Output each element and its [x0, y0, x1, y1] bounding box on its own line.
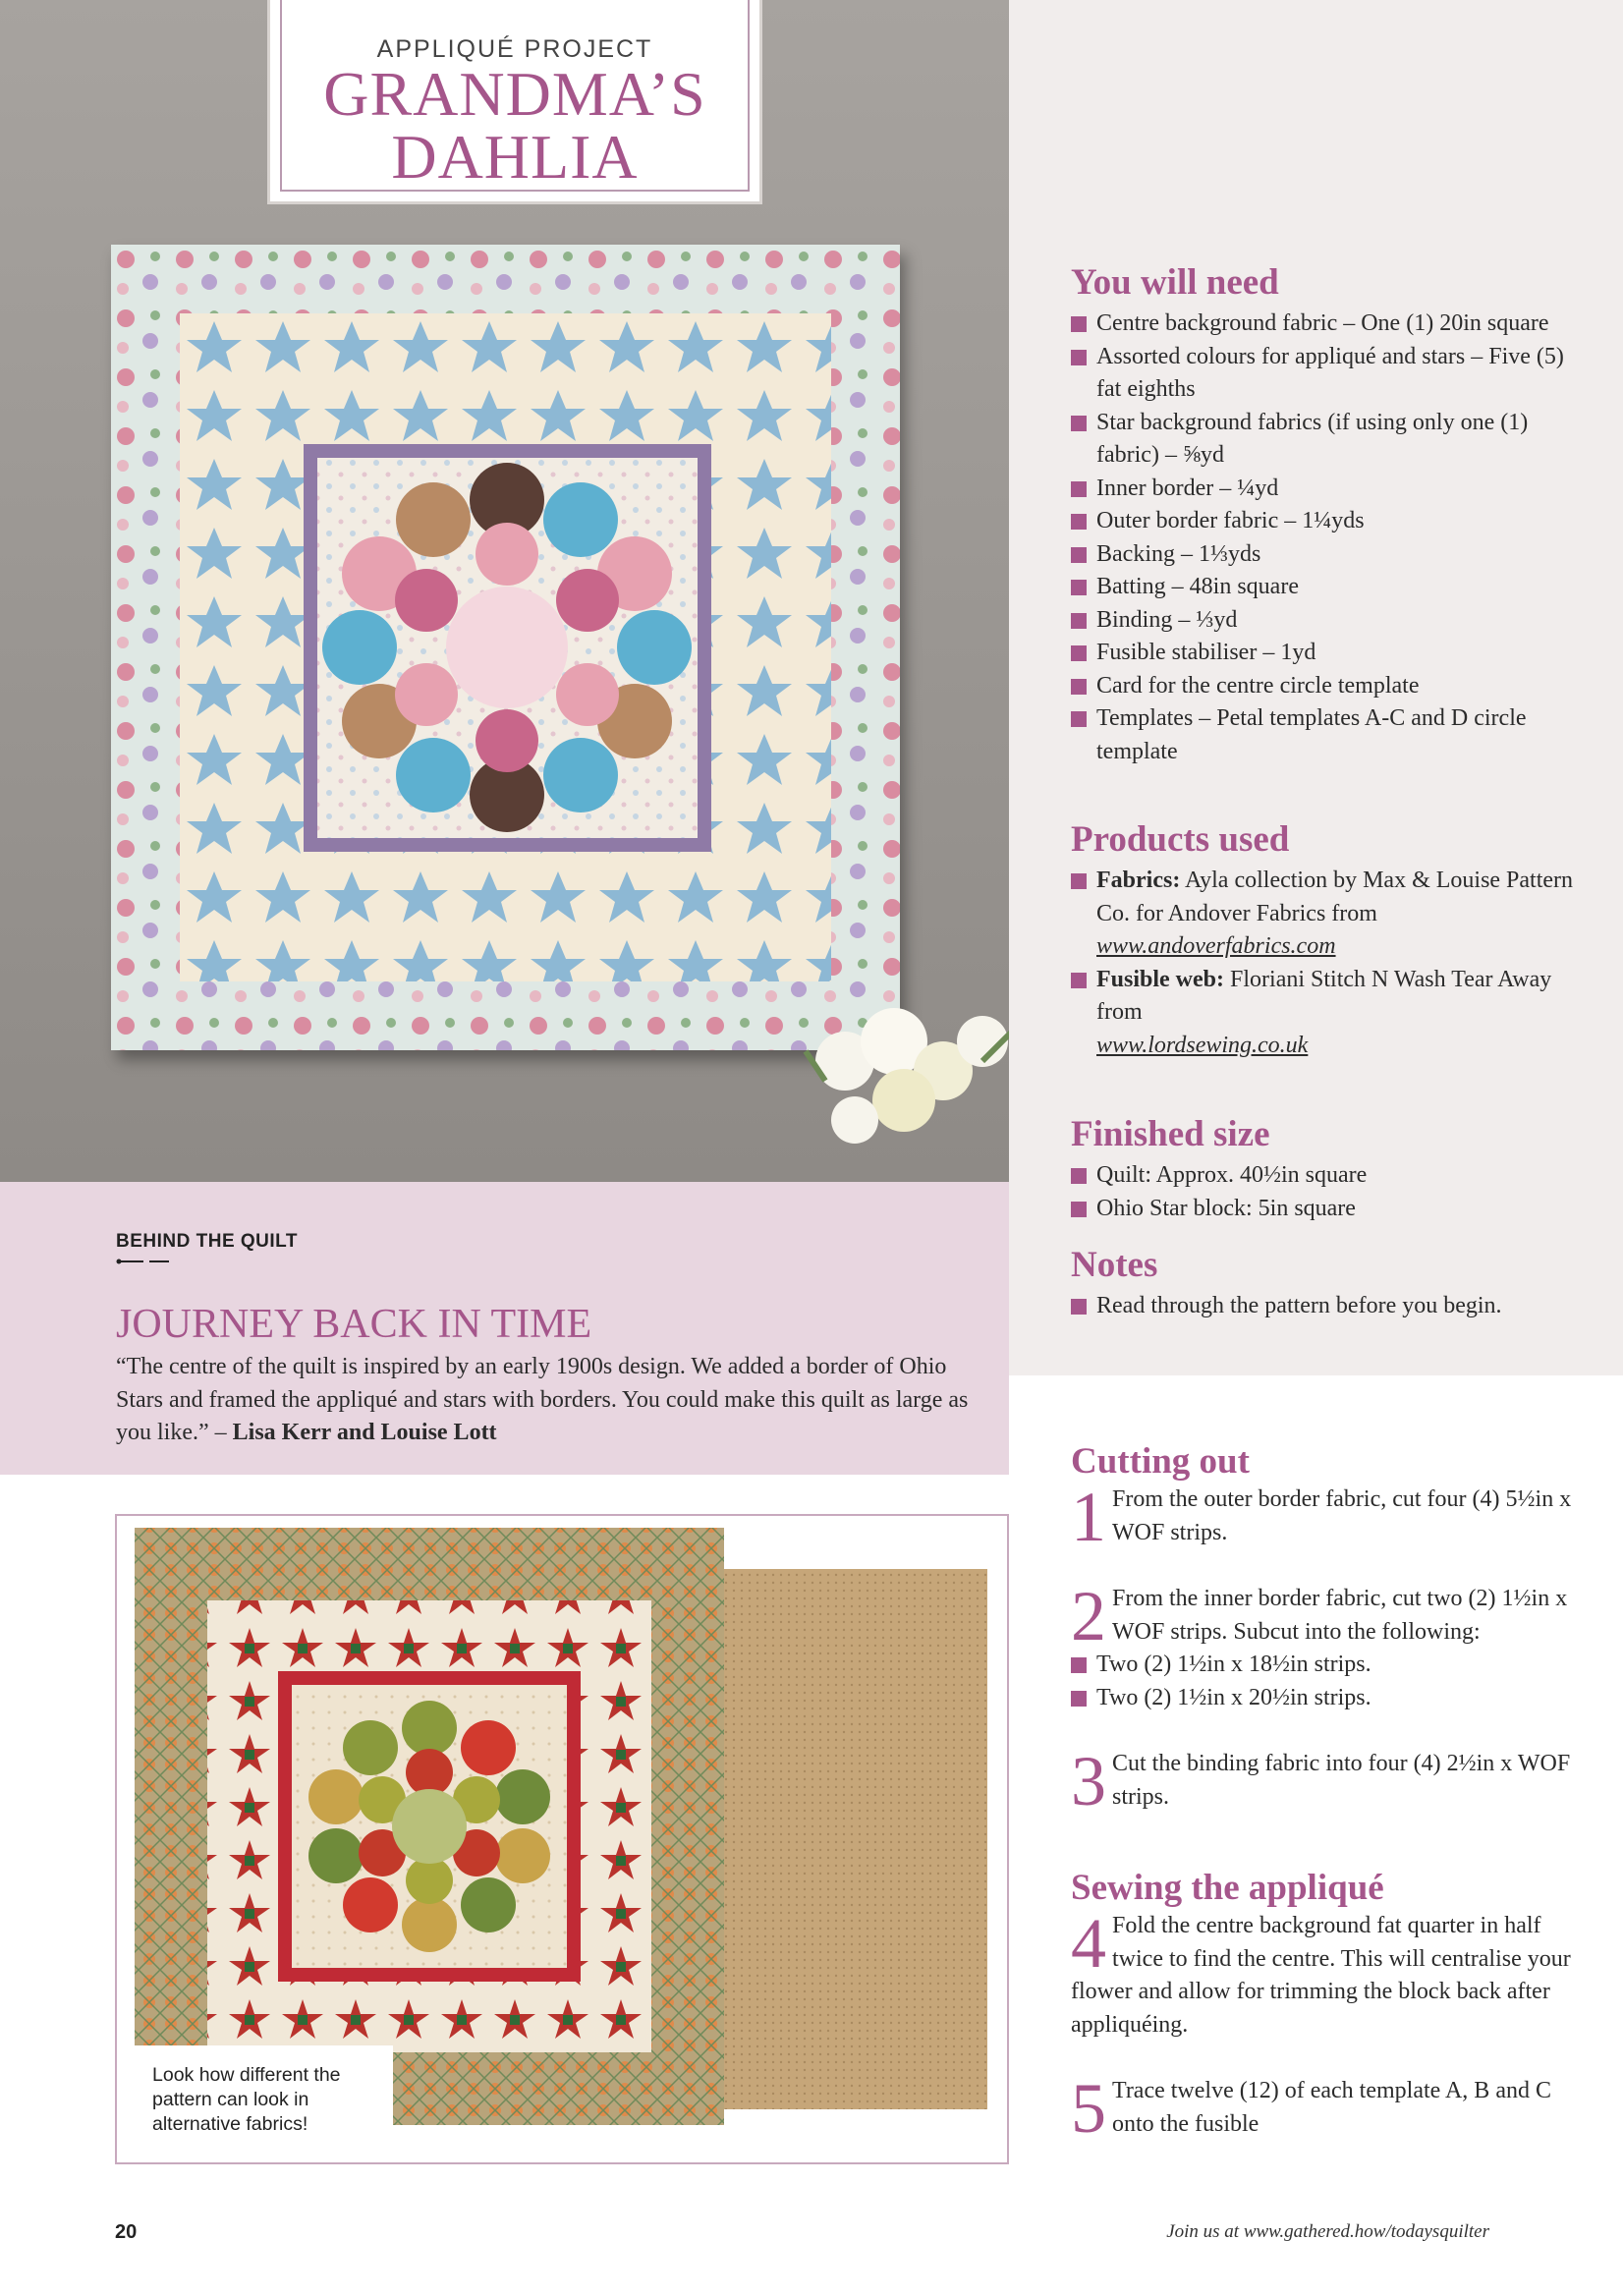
list-item: Inner border – ¼yd [1071, 473, 1582, 506]
step-5 [1071, 2069, 1587, 2148]
bullet-square-icon [1071, 613, 1087, 629]
list-item: Templates – Petal templates A-C and D circle template [1071, 702, 1582, 768]
step-2-sublist [1071, 1649, 1587, 1714]
bullet-square-icon [1071, 1202, 1087, 1217]
step-1 [1071, 1478, 1587, 1556]
quote-text: “The centre of the quilt is inspired by an early 1900s design. We added a border of Ohio Stars and framed the appliqué and stars with borders. You could make this quilt as large as you like.” – [116, 1354, 969, 1445]
bullet-square-icon [1071, 679, 1087, 695]
andover-link[interactable]: www.andoverfabrics.com [1096, 933, 1336, 959]
product-label: Fabrics: [1096, 868, 1181, 893]
product-text: Ayla collection by Max & Louise Pattern Co. for Andover Fabrics from [1096, 868, 1574, 926]
title-line-2: DAHLIA [391, 122, 639, 192]
bullet-square-icon [1071, 1168, 1087, 1184]
bullet-square-icon [1071, 645, 1087, 661]
photo-caption: Look how different the pattern can look in alternative fabrics! [133, 2045, 393, 2144]
step-text: From the inner border fabric, cut two (2) 1½in x WOF strips. Subcut into the following: [1112, 1586, 1568, 1645]
list-item: Star background fabrics (if using only one (1) fabric) – ⅝yd [1071, 407, 1582, 473]
bullet-square-icon [1071, 1657, 1087, 1673]
bullet-square-icon [1071, 481, 1087, 497]
lordsewing-link[interactable]: www.lordsewing.co.uk [1096, 1032, 1309, 1058]
product-text: Floriani Stitch N Wash Tear Away from [1096, 966, 1552, 1025]
list-item: Batting – 48in square [1071, 571, 1582, 604]
sewing-applique-section [1071, 1867, 1587, 2148]
list-item: Assorted colours for appliqué and stars – Five (5) fat eighths [1071, 341, 1582, 407]
you-will-need-section [1071, 261, 1582, 768]
notes-list [1071, 1290, 1582, 1323]
notes-heading: Notes [1071, 1245, 1158, 1285]
finished-size-section [1071, 1113, 1582, 1225]
step-text: Fold the centre background fat quarter in half twice to find the centre. This will centralise your flower and allow for trimming the block back after appliquéing. [1071, 1913, 1571, 2038]
step-number: 1 [1071, 1478, 1106, 1556]
step-text: Cut the binding fabric into four (4) 2½in x WOF strips. [1112, 1751, 1571, 1810]
kicker: APPLIQUÉ PROJECT [376, 35, 653, 63]
finished-size-heading: Finished size [1071, 1114, 1270, 1154]
product-label: Fusible web: [1096, 966, 1225, 992]
list-item: Quilt: Approx. 40½in square [1071, 1159, 1582, 1193]
bullet-square-icon [1071, 316, 1087, 332]
list-item: Outer border fabric – 1¼yds [1071, 505, 1582, 538]
list-item: Two (2) 1½in x 18½in strips. [1071, 1649, 1587, 1682]
list-item: Fusible stabiliser – 1yd [1071, 637, 1582, 670]
list-item [1071, 964, 1582, 1063]
step-text: Trace twelve (12) of each template A, B and C onto the fusible [1112, 2078, 1551, 2137]
quote-authors: Lisa Kerr and Louise Lott [232, 1420, 497, 1445]
notes-section [1071, 1244, 1582, 1323]
products-used-heading: Products used [1071, 819, 1290, 860]
list-item: Ohio Star block: 5in square [1071, 1193, 1582, 1226]
flower-vase-image [786, 982, 1009, 1179]
list-item: Backing – 1⅓yds [1071, 538, 1582, 572]
list-item [1071, 865, 1582, 964]
bullet-square-icon [1071, 873, 1087, 889]
designer-quote [116, 1351, 980, 1450]
journey-heading: JOURNEY BACK IN TIME [116, 1302, 592, 1347]
page-number: 20 [115, 2221, 138, 2243]
step-number: 5 [1071, 2069, 1106, 2148]
you-will-need-heading: You will need [1071, 262, 1279, 303]
products-used-list [1071, 865, 1582, 1062]
page-title [270, 59, 759, 192]
step-2 [1071, 1577, 1587, 1714]
products-used-section [1071, 818, 1582, 1062]
list-item: Centre background fabric – One (1) 20in square [1071, 308, 1582, 341]
arrow-left-icon [116, 1257, 169, 1266]
step-4 [1071, 1904, 1587, 2042]
step-number: 3 [1071, 1742, 1106, 1820]
title-box [267, 0, 762, 204]
step-number: 2 [1071, 1577, 1106, 1655]
behind-the-quilt-label: BEHIND THE QUILT [116, 1231, 298, 1252]
cutting-out-heading: Cutting out [1071, 1441, 1250, 1482]
step-3 [1071, 1742, 1587, 1820]
list-item: Binding – ⅓yd [1071, 604, 1582, 638]
finished-size-list [1071, 1159, 1582, 1225]
step-number: 4 [1071, 1904, 1106, 1983]
list-item: Read through the pattern before you begin. [1071, 1290, 1582, 1323]
behind-the-quilt-band [0, 1182, 1009, 1475]
list-item: Two (2) 1½in x 20½in strips. [1071, 1682, 1587, 1715]
bullet-square-icon [1071, 416, 1087, 431]
quilt-image [111, 245, 900, 1050]
list-item: Card for the centre circle template [1071, 670, 1582, 703]
you-will-need-list [1071, 308, 1582, 768]
step-text: From the outer border fabric, cut four (4) 5½in x WOF strips. [1112, 1486, 1572, 1545]
footer-tagline: Join us at www.gathered.how/todaysquilter [1166, 2221, 1489, 2242]
bullet-square-icon [1071, 580, 1087, 595]
bullet-square-icon [1071, 514, 1087, 530]
bullet-square-icon [1071, 1691, 1087, 1707]
bullet-square-icon [1071, 711, 1087, 727]
title-line-1: GRANDMA’S [323, 59, 706, 129]
bullet-square-icon [1071, 1299, 1087, 1315]
cutting-out-section [1071, 1440, 1587, 1820]
sewing-applique-heading: Sewing the appliqué [1071, 1868, 1384, 1908]
bullet-square-icon [1071, 350, 1087, 365]
bullet-square-icon [1071, 547, 1087, 563]
bullet-square-icon [1071, 973, 1087, 988]
